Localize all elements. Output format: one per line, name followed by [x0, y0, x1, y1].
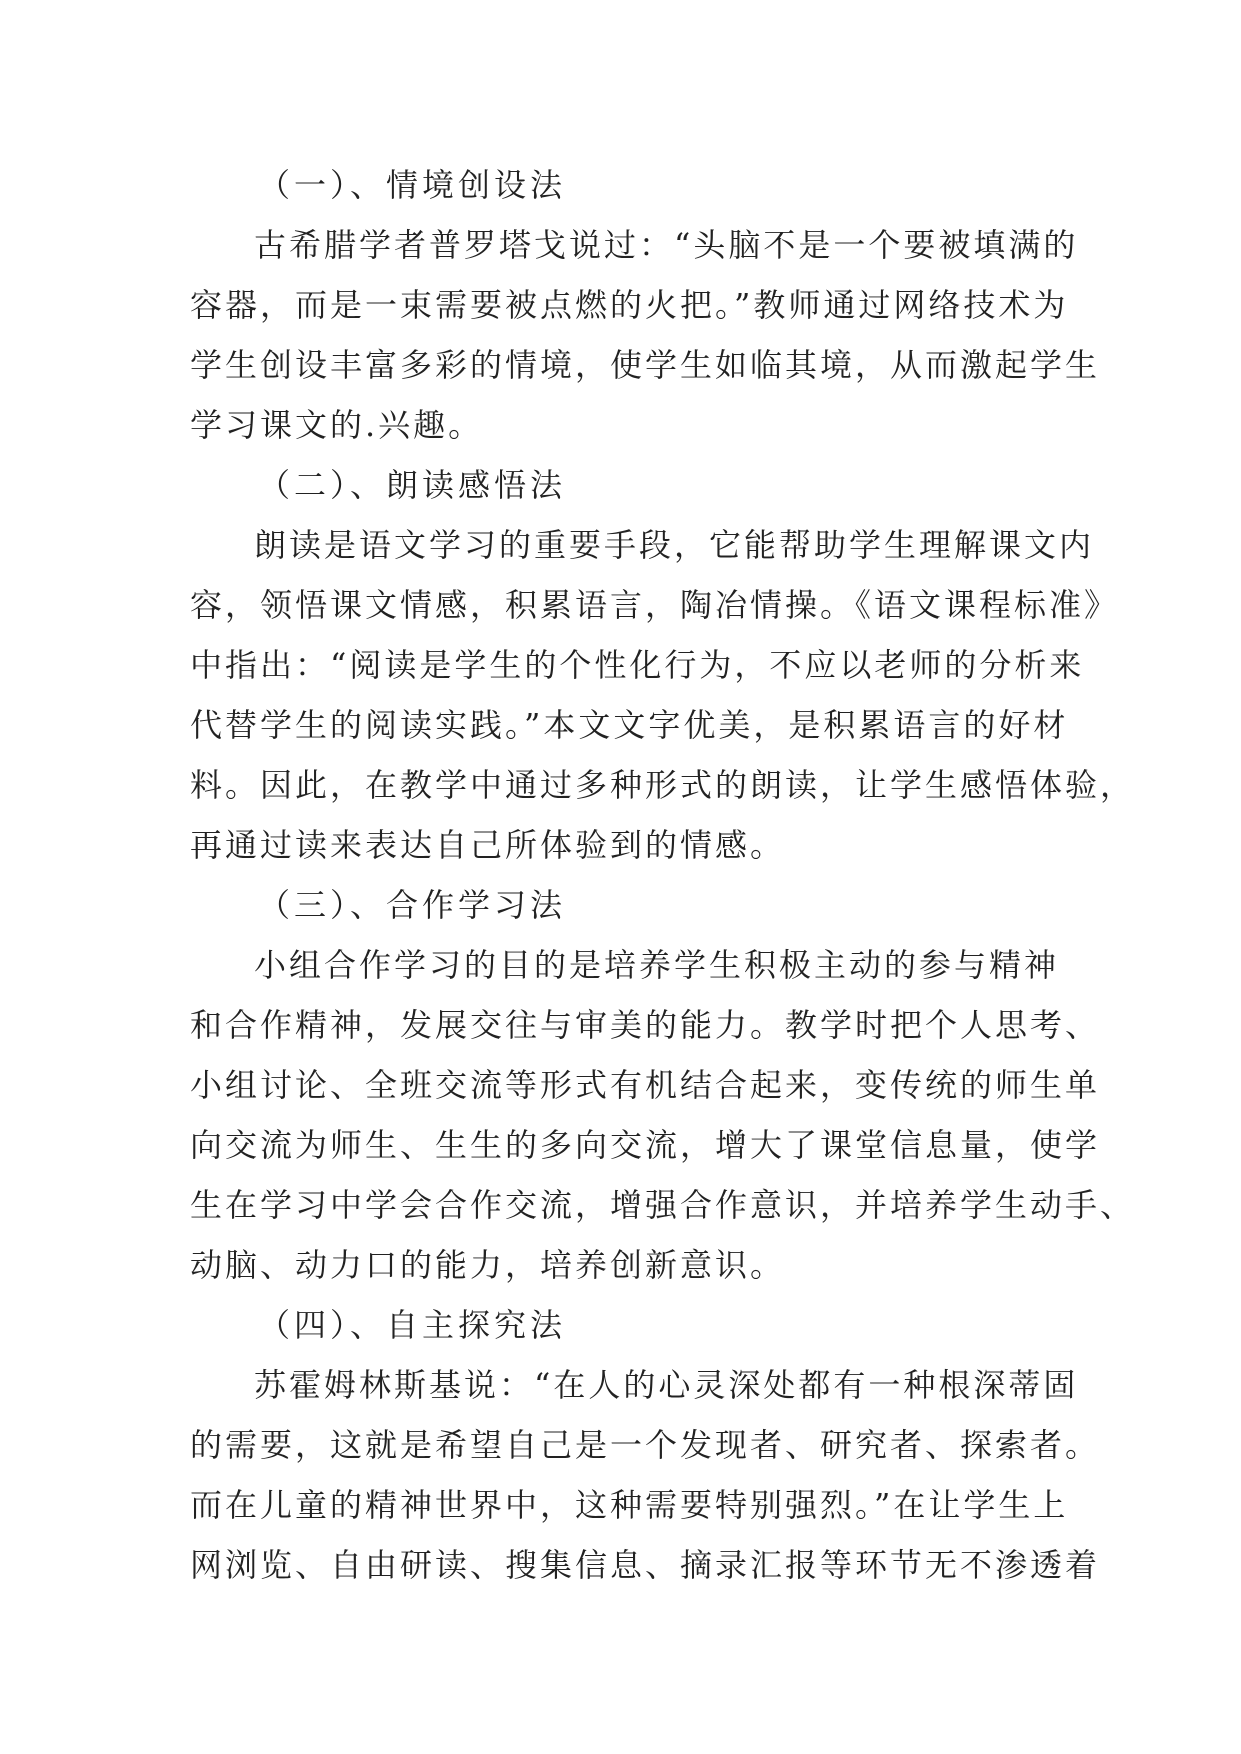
paragraph-line: 容器，而是一束需要被点燃的火把。”教师通过网络技术为	[190, 286, 1069, 324]
paragraph-line: 动脑、动力口的能力，培养创新意识。	[190, 1246, 786, 1284]
section-heading: （二）、朗读感悟法	[258, 466, 567, 504]
paragraph-line: 和合作精神，发展交往与审美的能力。教学时把个人思考、	[190, 1006, 1101, 1044]
section-heading: （三）、合作学习法	[258, 886, 567, 924]
section-1	[190, 155, 1101, 455]
paragraph-line: 学习课文的.兴趣。	[190, 406, 484, 444]
section-2	[190, 455, 1136, 875]
paragraph-line: 中指出：“阅读是学生的个性化行为，不应以老师的分析来	[190, 646, 1085, 684]
section-heading: （一）、情境创设法	[258, 166, 567, 204]
paragraph-line: 再通过读来表达自己所体验到的情感。	[190, 826, 786, 864]
paragraph-line: 容，领悟课文情感，积累语言，陶冶情操。《语文课程标准》	[190, 586, 1120, 624]
paragraph-line: 网浏览、自由研读、搜集信息、摘录汇报等环节无不渗透着	[190, 1546, 1101, 1584]
paragraph-line: 苏霍姆林斯基说：“在人的心灵深处都有一种根深蒂固	[254, 1366, 1079, 1404]
paragraph-line: 生在学习中学会合作交流，增强合作意识，并培养学生动手、	[190, 1186, 1136, 1224]
paragraph-line: 学生创设丰富多彩的情境，使学生如临其境，从而激起学生	[190, 346, 1101, 384]
paragraph-line: 朗读是语文学习的重要手段，它能帮助学生理解课文内	[254, 526, 1095, 564]
paragraph-line: 小组讨论、全班交流等形式有机结合起来，变传统的师生单	[190, 1066, 1101, 1104]
paragraph-line: 的需要，这就是希望自己是一个发现者、研究者、探索者。	[190, 1426, 1101, 1464]
paragraph-line: 小组合作学习的目的是培养学生积极主动的参与精神	[254, 946, 1060, 984]
paragraph-line: 古希腊学者普罗塔戈说过：“头脑不是一个要被填满的	[254, 226, 1079, 264]
section-4	[190, 1295, 1101, 1595]
section-3	[190, 875, 1136, 1295]
paragraph-line: 而在儿童的精神世界中，这种需要特别强烈。”在让学生上	[190, 1486, 1069, 1524]
paragraph-line: 料。因此，在教学中通过多种形式的朗读，让学生感悟体验，	[190, 766, 1136, 804]
document-body	[190, 155, 1136, 1595]
section-heading: （四）、自主探究法	[258, 1306, 567, 1344]
paragraph-line: 代替学生的阅读实践。”本文文字优美，是积累语言的好材	[190, 706, 1069, 744]
paragraph-line: 向交流为师生、生生的多向交流，增大了课堂信息量，使学	[190, 1126, 1101, 1164]
